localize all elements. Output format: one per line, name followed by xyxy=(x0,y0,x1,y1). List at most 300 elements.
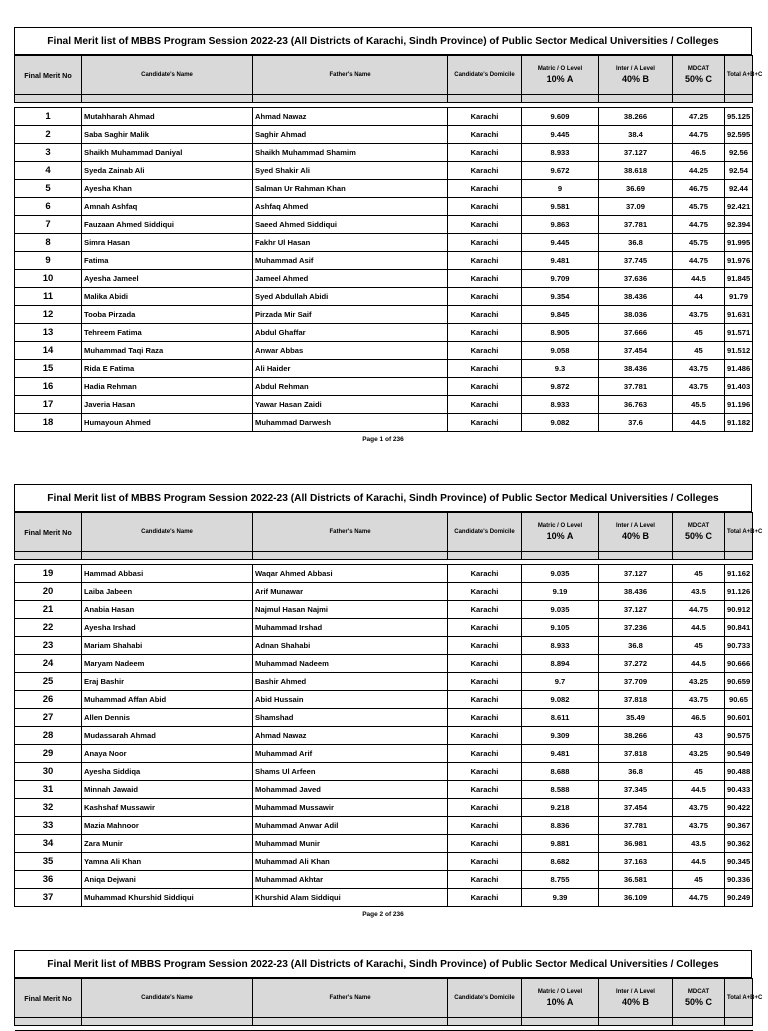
inter-score-cell: 37.6 xyxy=(599,414,673,432)
candidate-name-cell: Kashshaf Mussawir xyxy=(82,799,253,817)
candidate-name-cell: Ayesha Siddiqa xyxy=(82,763,253,781)
total-score-cell: 91.571 xyxy=(725,324,753,342)
candidate-name-cell: Fauzaan Ahmed Siddiqui xyxy=(82,216,253,234)
col-matric-top: Matric / O Level xyxy=(537,989,583,995)
father-name-cell: Pirzada Mir Saif xyxy=(253,306,448,324)
header-row xyxy=(15,56,753,95)
total-score-cell: 90.65 xyxy=(725,691,753,709)
mdcat-score-cell: 45 xyxy=(673,763,725,781)
page-footer: Page 2 of 236 xyxy=(362,911,404,918)
domicile-cell: Karachi xyxy=(448,853,522,871)
father-name-cell: Muhammad Irshad xyxy=(253,619,448,637)
mdcat-score-cell: 45.5 xyxy=(673,396,725,414)
domicile-cell: Karachi xyxy=(448,342,522,360)
merit-no-cell: 34 xyxy=(15,835,82,853)
father-name-cell: Muhammad Akhtar xyxy=(253,871,448,889)
inter-score-cell: 37.745 xyxy=(599,252,673,270)
table-row xyxy=(15,691,753,709)
domicile-cell: Karachi xyxy=(448,709,522,727)
matric-score-cell: 9.035 xyxy=(522,601,599,619)
col-mdcat xyxy=(673,513,725,552)
total-score-cell: 90.488 xyxy=(725,763,753,781)
matric-score-cell: 8.933 xyxy=(522,396,599,414)
header-spacer xyxy=(15,552,753,560)
father-name-cell: Bashir Ahmed xyxy=(253,673,448,691)
domicile-cell: Karachi xyxy=(448,144,522,162)
mdcat-score-cell: 43.5 xyxy=(673,835,725,853)
matric-score-cell: 9.872 xyxy=(522,378,599,396)
candidate-name-cell: Muhammad Affan Abid xyxy=(82,691,253,709)
inter-score-cell: 38.036 xyxy=(599,306,673,324)
mdcat-score-cell: 43.75 xyxy=(673,360,725,378)
inter-score-cell: 36.69 xyxy=(599,180,673,198)
table-row xyxy=(15,216,753,234)
father-name-cell: Abdul Ghaffar xyxy=(253,324,448,342)
domicile-cell: Karachi xyxy=(448,601,522,619)
col-name: Candidate's Name xyxy=(82,513,253,552)
inter-score-cell: 36.8 xyxy=(599,637,673,655)
page-footer: Page 1 of 236 xyxy=(362,436,404,443)
total-score-cell: 90.549 xyxy=(725,745,753,763)
col-inter-weight: 40% B xyxy=(621,531,649,541)
matric-score-cell: 9 xyxy=(522,180,599,198)
father-name-cell: Khurshid Alam Siddiqui xyxy=(253,889,448,907)
inter-score-cell: 36.109 xyxy=(599,889,673,907)
father-name-cell: Muhammad Anwar Adil xyxy=(253,817,448,835)
table-row xyxy=(15,709,753,727)
merit-no-cell: 8 xyxy=(15,234,82,252)
table-row xyxy=(15,306,753,324)
total-score-cell: 91.486 xyxy=(725,360,753,378)
mdcat-score-cell: 45.75 xyxy=(673,198,725,216)
candidate-name-cell: Mariam Shahabi xyxy=(82,637,253,655)
inter-score-cell: 35.49 xyxy=(599,709,673,727)
total-score-cell: 92.44 xyxy=(725,180,753,198)
domicile-cell: Karachi xyxy=(448,817,522,835)
total-score-cell: 90.912 xyxy=(725,601,753,619)
merit-no-cell: 17 xyxy=(15,396,82,414)
inter-score-cell: 38.266 xyxy=(599,108,673,126)
domicile-cell: Karachi xyxy=(448,198,522,216)
col-inter-weight: 40% B xyxy=(621,997,649,1007)
col-inter xyxy=(599,979,673,1018)
father-name-cell: Saghir Ahmad xyxy=(253,126,448,144)
col-total: Total A+B+C xyxy=(725,979,753,1018)
mdcat-score-cell: 43.25 xyxy=(673,745,725,763)
total-score-cell: 91.162 xyxy=(725,565,753,583)
col-total: Total A+B+C xyxy=(725,513,753,552)
col-inter xyxy=(599,56,673,95)
domicile-cell: Karachi xyxy=(448,234,522,252)
father-name-cell: Fakhr Ul Hasan xyxy=(253,234,448,252)
father-name-cell: Ahmad Nawaz xyxy=(253,108,448,126)
inter-score-cell: 37.781 xyxy=(599,817,673,835)
table-row xyxy=(15,108,753,126)
merit-table xyxy=(14,512,763,907)
mdcat-score-cell: 44.5 xyxy=(673,619,725,637)
domicile-cell: Karachi xyxy=(448,889,522,907)
table-row xyxy=(15,763,753,781)
matric-score-cell: 9.609 xyxy=(522,108,599,126)
domicile-cell: Karachi xyxy=(448,655,522,673)
matric-score-cell: 9.445 xyxy=(522,234,599,252)
header-spacer xyxy=(15,95,753,103)
total-score-cell: 92.421 xyxy=(725,198,753,216)
total-score-cell: 90.367 xyxy=(725,817,753,835)
candidate-name-cell: Tooba Pirzada xyxy=(82,306,253,324)
table-row xyxy=(15,342,753,360)
matric-score-cell: 9.845 xyxy=(522,306,599,324)
inter-score-cell: 38.618 xyxy=(599,162,673,180)
mdcat-score-cell: 46.75 xyxy=(673,180,725,198)
merit-no-cell: 11 xyxy=(15,288,82,306)
col-matric-weight: 10% A xyxy=(546,997,574,1007)
merit-no-cell: 20 xyxy=(15,583,82,601)
matric-score-cell: 8.755 xyxy=(522,871,599,889)
inter-score-cell: 36.763 xyxy=(599,396,673,414)
mdcat-score-cell: 46.5 xyxy=(673,144,725,162)
total-score-cell: 91.196 xyxy=(725,396,753,414)
candidate-name-cell: Fatima xyxy=(82,252,253,270)
mdcat-score-cell: 45 xyxy=(673,324,725,342)
merit-no-cell: 24 xyxy=(15,655,82,673)
matric-score-cell: 8.905 xyxy=(522,324,599,342)
candidate-name-cell: Eraj Bashir xyxy=(82,673,253,691)
candidate-name-cell: Syeda Zainab Ali xyxy=(82,162,253,180)
total-score-cell: 90.575 xyxy=(725,727,753,745)
father-name-cell: Abdul Rehman xyxy=(253,378,448,396)
inter-score-cell: 38.266 xyxy=(599,727,673,745)
matric-score-cell: 9.035 xyxy=(522,565,599,583)
inter-score-cell: 37.127 xyxy=(599,601,673,619)
total-score-cell: 92.56 xyxy=(725,144,753,162)
matric-score-cell: 9.058 xyxy=(522,342,599,360)
merit-no-cell: 6 xyxy=(15,198,82,216)
candidate-name-cell: Rida E Fatima xyxy=(82,360,253,378)
matric-score-cell: 8.688 xyxy=(522,763,599,781)
merit-no-cell: 28 xyxy=(15,727,82,745)
mdcat-score-cell: 43.75 xyxy=(673,817,725,835)
father-name-cell: Muhammad Darwesh xyxy=(253,414,448,432)
mdcat-score-cell: 44.5 xyxy=(673,414,725,432)
total-score-cell: 90.345 xyxy=(725,853,753,871)
mdcat-score-cell: 43.75 xyxy=(673,799,725,817)
col-mdcat-top: MDCAT xyxy=(687,66,710,72)
merit-no-cell: 37 xyxy=(15,889,82,907)
candidate-name-cell: Ayesha Jameel xyxy=(82,270,253,288)
table-row xyxy=(15,378,753,396)
merit-no-cell: 3 xyxy=(15,144,82,162)
inter-score-cell: 36.981 xyxy=(599,835,673,853)
mdcat-score-cell: 45 xyxy=(673,342,725,360)
domicile-cell: Karachi xyxy=(448,288,522,306)
total-score-cell: 92.394 xyxy=(725,216,753,234)
domicile-cell: Karachi xyxy=(448,727,522,745)
domicile-cell: Karachi xyxy=(448,619,522,637)
merit-table xyxy=(14,55,763,432)
domicile-cell: Karachi xyxy=(448,108,522,126)
table-row xyxy=(15,889,753,907)
col-inter-top: Inter / A Level xyxy=(616,66,655,72)
inter-score-cell: 37.236 xyxy=(599,619,673,637)
inter-score-cell: 37.09 xyxy=(599,198,673,216)
col-father: Father's Name xyxy=(253,56,448,95)
domicile-cell: Karachi xyxy=(448,763,522,781)
col-mdcat-top: MDCAT xyxy=(687,989,710,995)
mdcat-score-cell: 44.75 xyxy=(673,601,725,619)
matric-score-cell: 9.082 xyxy=(522,691,599,709)
col-inter-top: Inter / A Level xyxy=(616,523,655,529)
table-row xyxy=(15,673,753,691)
total-score-cell: 90.601 xyxy=(725,709,753,727)
candidate-name-cell: Allen Dennis xyxy=(82,709,253,727)
total-score-cell: 91.995 xyxy=(725,234,753,252)
candidate-name-cell: Ayesha Khan xyxy=(82,180,253,198)
mdcat-score-cell: 43.5 xyxy=(673,583,725,601)
domicile-cell: Karachi xyxy=(448,673,522,691)
candidate-name-cell: Mutahharah Ahmad xyxy=(82,108,253,126)
col-matric-weight: 10% A xyxy=(546,531,574,541)
mdcat-score-cell: 44.5 xyxy=(673,853,725,871)
table-row xyxy=(15,198,753,216)
candidate-name-cell: Mudassarah Ahmad xyxy=(82,727,253,745)
mdcat-score-cell: 43.75 xyxy=(673,691,725,709)
father-name-cell: Yawar Hasan Zaidi xyxy=(253,396,448,414)
merit-no-cell: 21 xyxy=(15,601,82,619)
inter-score-cell: 37.272 xyxy=(599,655,673,673)
inter-score-cell: 37.666 xyxy=(599,324,673,342)
father-name-cell: Muhammad Asif xyxy=(253,252,448,270)
mdcat-score-cell: 45 xyxy=(673,637,725,655)
table-row xyxy=(15,655,753,673)
page-title: Final Merit list of MBBS Program Session 2022-23 (All Districts of Karachi, Sindh Province) of Public Sector Medical Universities / Colleges xyxy=(14,484,752,512)
mdcat-score-cell: 43.75 xyxy=(673,306,725,324)
col-matric xyxy=(522,56,599,95)
col-merit-no: Final Merit No xyxy=(15,979,82,1018)
father-name-cell: Anwar Abbas xyxy=(253,342,448,360)
table-row xyxy=(15,144,753,162)
candidate-name-cell: Minnah Jawaid xyxy=(82,781,253,799)
inter-score-cell: 36.8 xyxy=(599,763,673,781)
merit-no-cell: 15 xyxy=(15,360,82,378)
page-2 xyxy=(14,484,763,923)
domicile-cell: Karachi xyxy=(448,252,522,270)
matric-score-cell: 8.588 xyxy=(522,781,599,799)
matric-score-cell: 9.672 xyxy=(522,162,599,180)
col-total: Total A+B+C xyxy=(725,56,753,95)
domicile-cell: Karachi xyxy=(448,583,522,601)
table-row xyxy=(15,601,753,619)
domicile-cell: Karachi xyxy=(448,637,522,655)
matric-score-cell: 9.19 xyxy=(522,583,599,601)
inter-score-cell: 36.581 xyxy=(599,871,673,889)
merit-no-cell: 12 xyxy=(15,306,82,324)
total-score-cell: 90.362 xyxy=(725,835,753,853)
merit-no-cell: 23 xyxy=(15,637,82,655)
table-row xyxy=(15,180,753,198)
col-matric xyxy=(522,513,599,552)
inter-score-cell: 37.454 xyxy=(599,342,673,360)
merit-no-cell: 5 xyxy=(15,180,82,198)
table-row xyxy=(15,360,753,378)
col-inter-top: Inter / A Level xyxy=(616,989,655,995)
matric-score-cell: 9.7 xyxy=(522,673,599,691)
col-mdcat-weight: 50% C xyxy=(684,74,712,84)
mdcat-score-cell: 44.5 xyxy=(673,655,725,673)
candidate-name-cell: Yamna Ali Khan xyxy=(82,853,253,871)
father-name-cell: Syed Shakir Ali xyxy=(253,162,448,180)
mdcat-score-cell: 44.75 xyxy=(673,252,725,270)
candidate-name-cell: Javeria Hasan xyxy=(82,396,253,414)
total-score-cell: 91.79 xyxy=(725,288,753,306)
mdcat-score-cell: 44.5 xyxy=(673,270,725,288)
total-score-cell: 90.659 xyxy=(725,673,753,691)
table-row xyxy=(15,396,753,414)
domicile-cell: Karachi xyxy=(448,414,522,432)
total-score-cell: 90.733 xyxy=(725,637,753,655)
father-name-cell: Ahmad Nawaz xyxy=(253,727,448,745)
mdcat-score-cell: 45 xyxy=(673,871,725,889)
merit-no-cell: 1 xyxy=(15,108,82,126)
father-name-cell: Syed Abdullah Abidi xyxy=(253,288,448,306)
candidate-name-cell: Maryam Nadeem xyxy=(82,655,253,673)
table-row xyxy=(15,414,753,432)
inter-score-cell: 36.8 xyxy=(599,234,673,252)
domicile-cell: Karachi xyxy=(448,799,522,817)
table-row xyxy=(15,162,753,180)
total-score-cell: 90.666 xyxy=(725,655,753,673)
total-score-cell: 90.422 xyxy=(725,799,753,817)
merit-no-cell: 7 xyxy=(15,216,82,234)
merit-no-cell: 14 xyxy=(15,342,82,360)
matric-score-cell: 8.894 xyxy=(522,655,599,673)
matric-score-cell: 9.218 xyxy=(522,799,599,817)
inter-score-cell: 37.345 xyxy=(599,781,673,799)
merit-table xyxy=(14,978,763,1031)
father-name-cell: Ashfaq Ahmed xyxy=(253,198,448,216)
father-name-cell: Muhammad Nadeem xyxy=(253,655,448,673)
matric-score-cell: 8.933 xyxy=(522,144,599,162)
mdcat-score-cell: 44.5 xyxy=(673,781,725,799)
table-row xyxy=(15,252,753,270)
total-score-cell: 91.512 xyxy=(725,342,753,360)
table-row xyxy=(15,619,753,637)
mdcat-score-cell: 44.75 xyxy=(673,126,725,144)
merit-no-cell: 29 xyxy=(15,745,82,763)
mdcat-score-cell: 44.75 xyxy=(673,889,725,907)
col-mdcat-weight: 50% C xyxy=(684,997,712,1007)
table-row xyxy=(15,126,753,144)
matric-score-cell: 9.881 xyxy=(522,835,599,853)
matric-score-cell: 9.309 xyxy=(522,727,599,745)
col-matric-top: Matric / O Level xyxy=(537,66,583,72)
table-row xyxy=(15,745,753,763)
merit-no-cell: 35 xyxy=(15,853,82,871)
father-name-cell: Adnan Shahabi xyxy=(253,637,448,655)
domicile-cell: Karachi xyxy=(448,270,522,288)
inter-score-cell: 38.4 xyxy=(599,126,673,144)
inter-score-cell: 38.436 xyxy=(599,288,673,306)
inter-score-cell: 37.818 xyxy=(599,745,673,763)
domicile-cell: Karachi xyxy=(448,324,522,342)
father-name-cell: Najmul Hasan Najmi xyxy=(253,601,448,619)
domicile-cell: Karachi xyxy=(448,216,522,234)
col-domicile: Candidate's Domicile xyxy=(448,513,522,552)
matric-score-cell: 9.3 xyxy=(522,360,599,378)
merit-no-cell: 31 xyxy=(15,781,82,799)
matric-score-cell: 8.682 xyxy=(522,853,599,871)
mdcat-score-cell: 43.75 xyxy=(673,378,725,396)
page-1 xyxy=(14,27,763,448)
father-name-cell: Salman Ur Rahman Khan xyxy=(253,180,448,198)
candidate-name-cell: Zara Munir xyxy=(82,835,253,853)
mdcat-score-cell: 47.25 xyxy=(673,108,725,126)
merit-no-cell: 33 xyxy=(15,817,82,835)
table-row xyxy=(15,853,753,871)
header-row xyxy=(15,979,753,1018)
col-inter-weight: 40% B xyxy=(621,74,649,84)
domicile-cell: Karachi xyxy=(448,126,522,144)
matric-score-cell: 9.105 xyxy=(522,619,599,637)
merit-no-cell: 10 xyxy=(15,270,82,288)
father-name-cell: Mohammad Javed xyxy=(253,781,448,799)
father-name-cell: Saeed Ahmed Siddiqui xyxy=(253,216,448,234)
table-row xyxy=(15,583,753,601)
col-mdcat-top: MDCAT xyxy=(687,523,710,529)
inter-score-cell: 37.709 xyxy=(599,673,673,691)
merit-no-cell: 22 xyxy=(15,619,82,637)
total-score-cell: 92.595 xyxy=(725,126,753,144)
domicile-cell: Karachi xyxy=(448,871,522,889)
col-merit-no: Final Merit No xyxy=(15,56,82,95)
candidate-name-cell: Aniqa Dejwani xyxy=(82,871,253,889)
header-spacer xyxy=(15,1018,753,1026)
domicile-cell: Karachi xyxy=(448,378,522,396)
candidate-name-cell: Shaikh Muhammad Daniyal xyxy=(82,144,253,162)
father-name-cell: Muhammad Arif xyxy=(253,745,448,763)
matric-score-cell: 9.082 xyxy=(522,414,599,432)
table-row xyxy=(15,799,753,817)
table-row xyxy=(15,234,753,252)
domicile-cell: Karachi xyxy=(448,835,522,853)
inter-score-cell: 37.781 xyxy=(599,378,673,396)
candidate-name-cell: Saba Saghir Malik xyxy=(82,126,253,144)
col-father: Father's Name xyxy=(253,979,448,1018)
candidate-name-cell: Muhammad Taqi Raza xyxy=(82,342,253,360)
merit-no-cell: 4 xyxy=(15,162,82,180)
father-name-cell: Muhammad Munir xyxy=(253,835,448,853)
candidate-name-cell: Laiba Jabeen xyxy=(82,583,253,601)
candidate-name-cell: Humayoun Ahmed xyxy=(82,414,253,432)
candidate-name-cell: Hammad Abbasi xyxy=(82,565,253,583)
matric-score-cell: 9.581 xyxy=(522,198,599,216)
mdcat-score-cell: 45 xyxy=(673,565,725,583)
mdcat-score-cell: 44.75 xyxy=(673,216,725,234)
domicile-cell: Karachi xyxy=(448,565,522,583)
candidate-name-cell: Simra Hasan xyxy=(82,234,253,252)
col-mdcat-weight: 50% C xyxy=(684,531,712,541)
candidate-name-cell: Hadia Rehman xyxy=(82,378,253,396)
total-score-cell: 95.125 xyxy=(725,108,753,126)
inter-score-cell: 38.436 xyxy=(599,583,673,601)
table-row xyxy=(15,781,753,799)
candidate-name-cell: Anabia Hasan xyxy=(82,601,253,619)
matric-score-cell: 8.836 xyxy=(522,817,599,835)
inter-score-cell: 37.163 xyxy=(599,853,673,871)
candidate-name-cell: Ayesha Irshad xyxy=(82,619,253,637)
col-mdcat xyxy=(673,56,725,95)
table-row xyxy=(15,817,753,835)
